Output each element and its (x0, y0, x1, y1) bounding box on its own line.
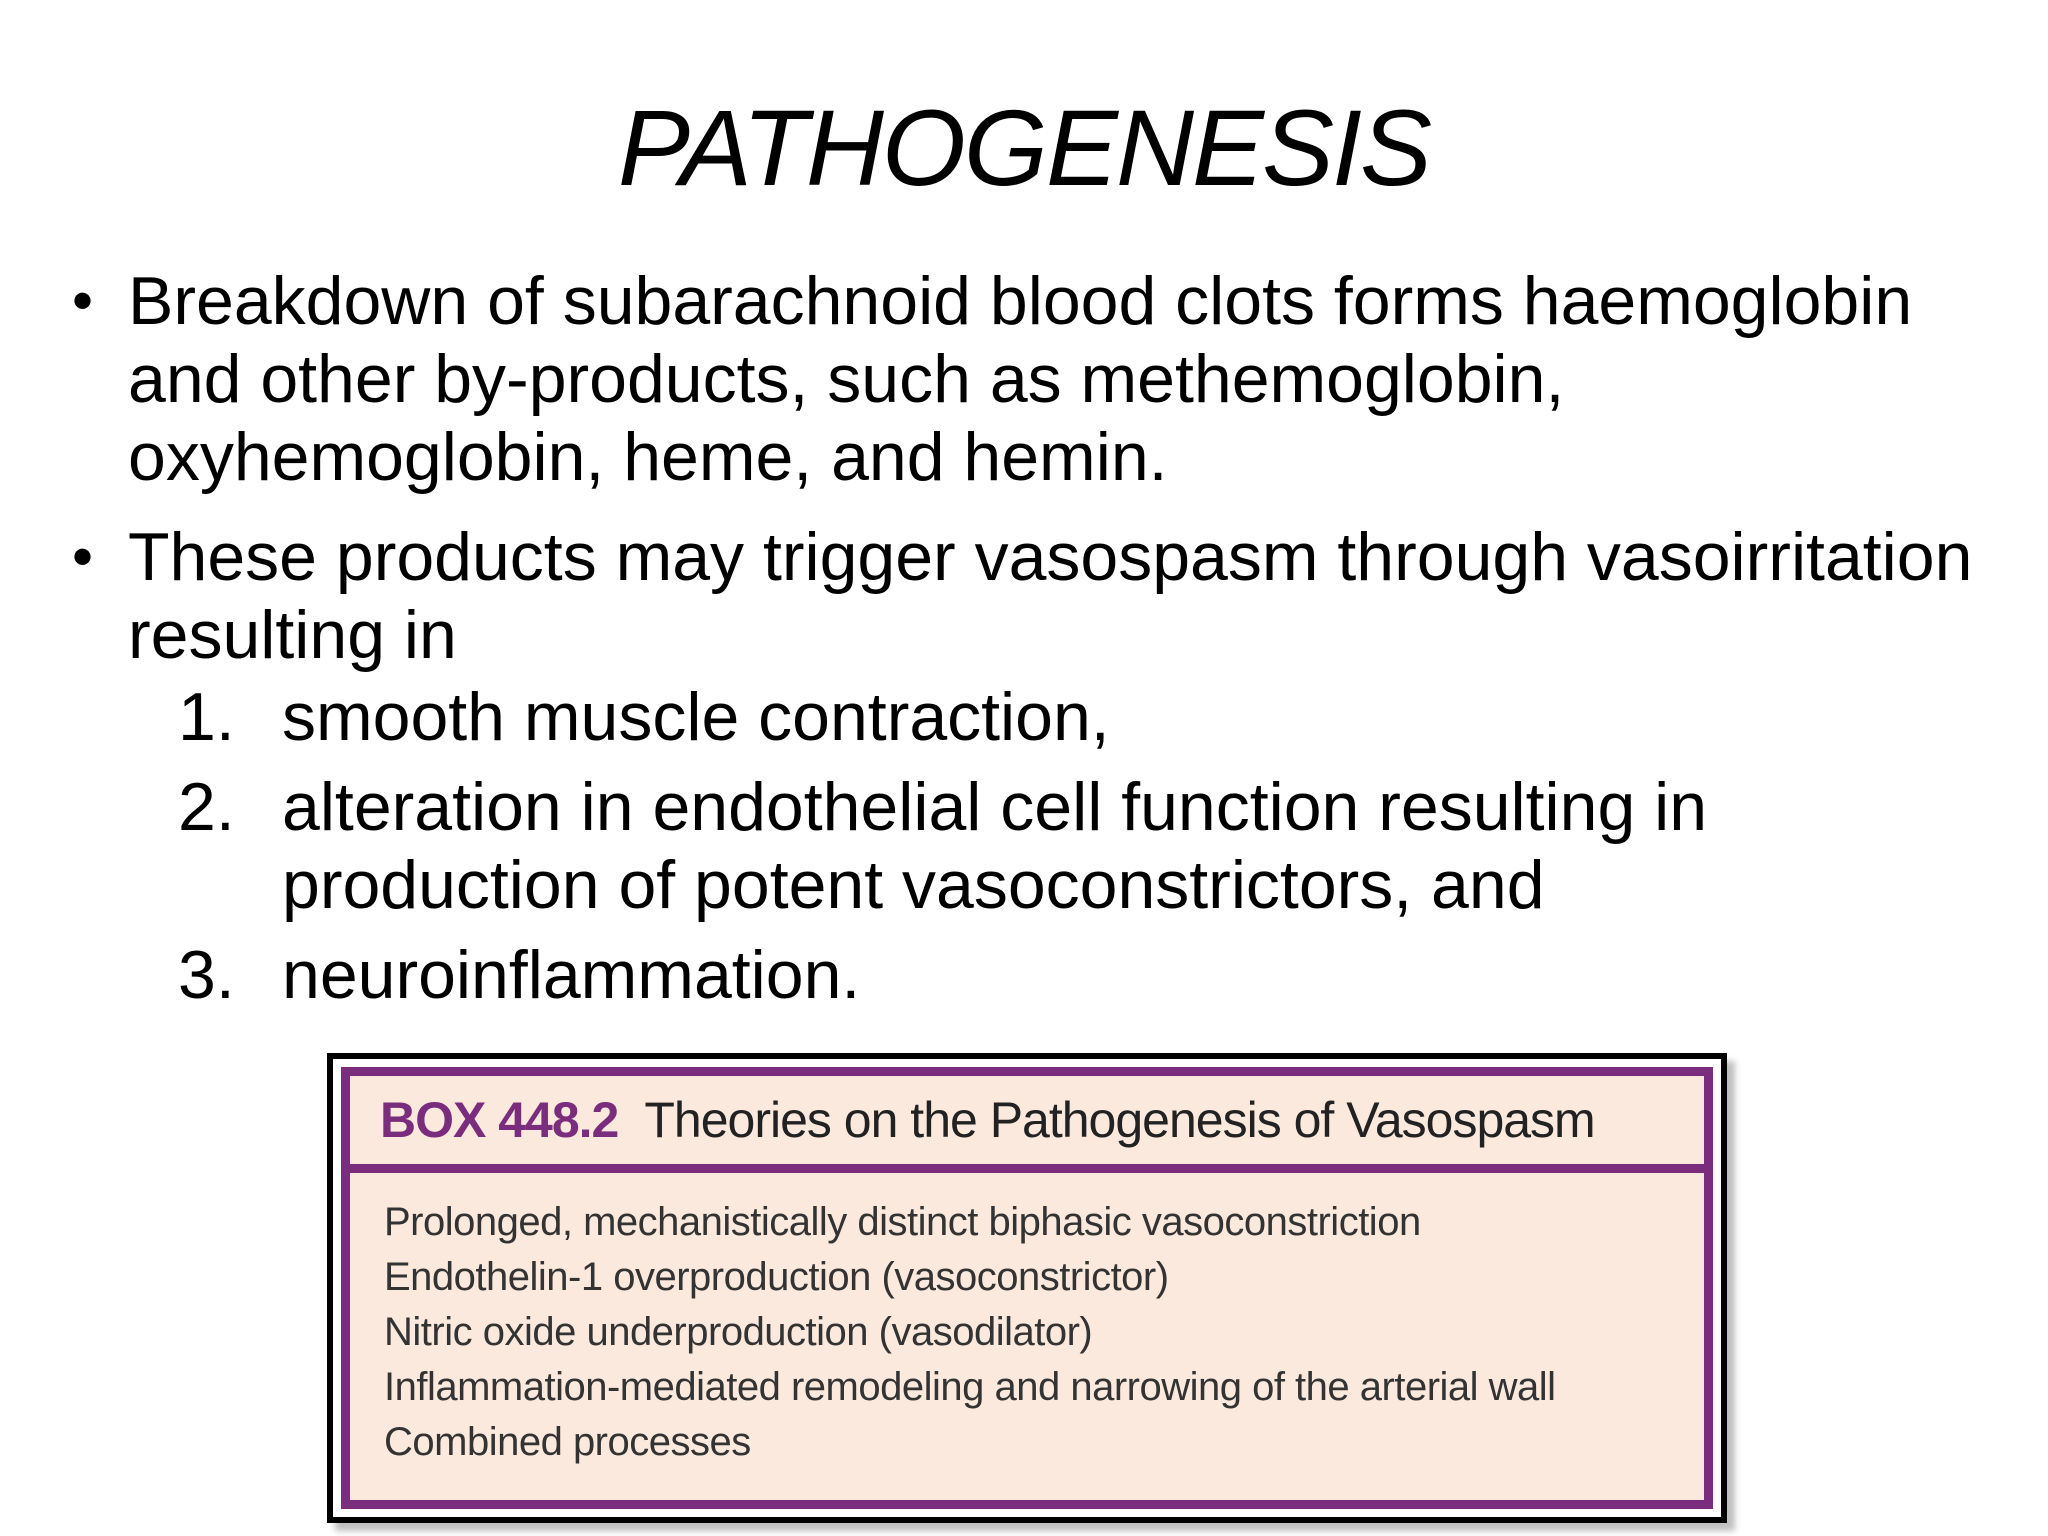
theories-box-frame (341, 1067, 1713, 1509)
numbered-item-label: 2. (178, 769, 235, 845)
box-number-label: BOX 448.2 (380, 1092, 619, 1148)
numbered-item (178, 678, 2012, 756)
theories-box-body (350, 1173, 1704, 1470)
numbered-item (178, 936, 2012, 1014)
bullet-marker: • (72, 267, 94, 334)
box-line: Combined processes (384, 1420, 751, 1464)
bullet-marker: • (72, 523, 94, 590)
box-line: Endothelin-1 overproduction (vasoconstrictor) (384, 1255, 1169, 1299)
box-line: Nitric oxide underproduction (vasodilator) (384, 1310, 1093, 1354)
box-line: Inflammation-mediated remodeling and narrowing of the arterial wall (384, 1365, 1556, 1409)
slide-title: PATHOGENESIS (617, 87, 1431, 208)
numbered-item-text: neuroinflammation. (282, 937, 861, 1013)
numbered-item-text: alteration in endothelial cell function resulting in production of potent vasoconstrictors, and (282, 769, 1708, 923)
numbered-list (178, 678, 2012, 1014)
theories-box-header (350, 1076, 1704, 1173)
bullet-list (72, 262, 2012, 1026)
theories-box (327, 1053, 1727, 1523)
bullet-item (72, 262, 2012, 496)
bullet-item (72, 518, 2012, 674)
numbered-item-text: smooth muscle contraction, (282, 679, 1110, 755)
numbered-item-label: 3. (178, 937, 235, 1013)
numbered-item-label: 1. (178, 679, 235, 755)
bullet-text: Breakdown of subarachnoid blood clots forms haemoglobin and other by-products, such as methemoglobin, oxyhemoglobin, heme, and hemin. (128, 263, 1913, 495)
bullet-text: These products may trigger vasospasm through vasoirritation resulting in (128, 519, 1973, 673)
box-title: Theories on the Pathogenesis of Vasospasm (644, 1092, 1595, 1148)
numbered-item (178, 768, 2012, 924)
box-line: Prolonged, mechanistically distinct biphasic vasoconstriction (384, 1200, 1421, 1244)
